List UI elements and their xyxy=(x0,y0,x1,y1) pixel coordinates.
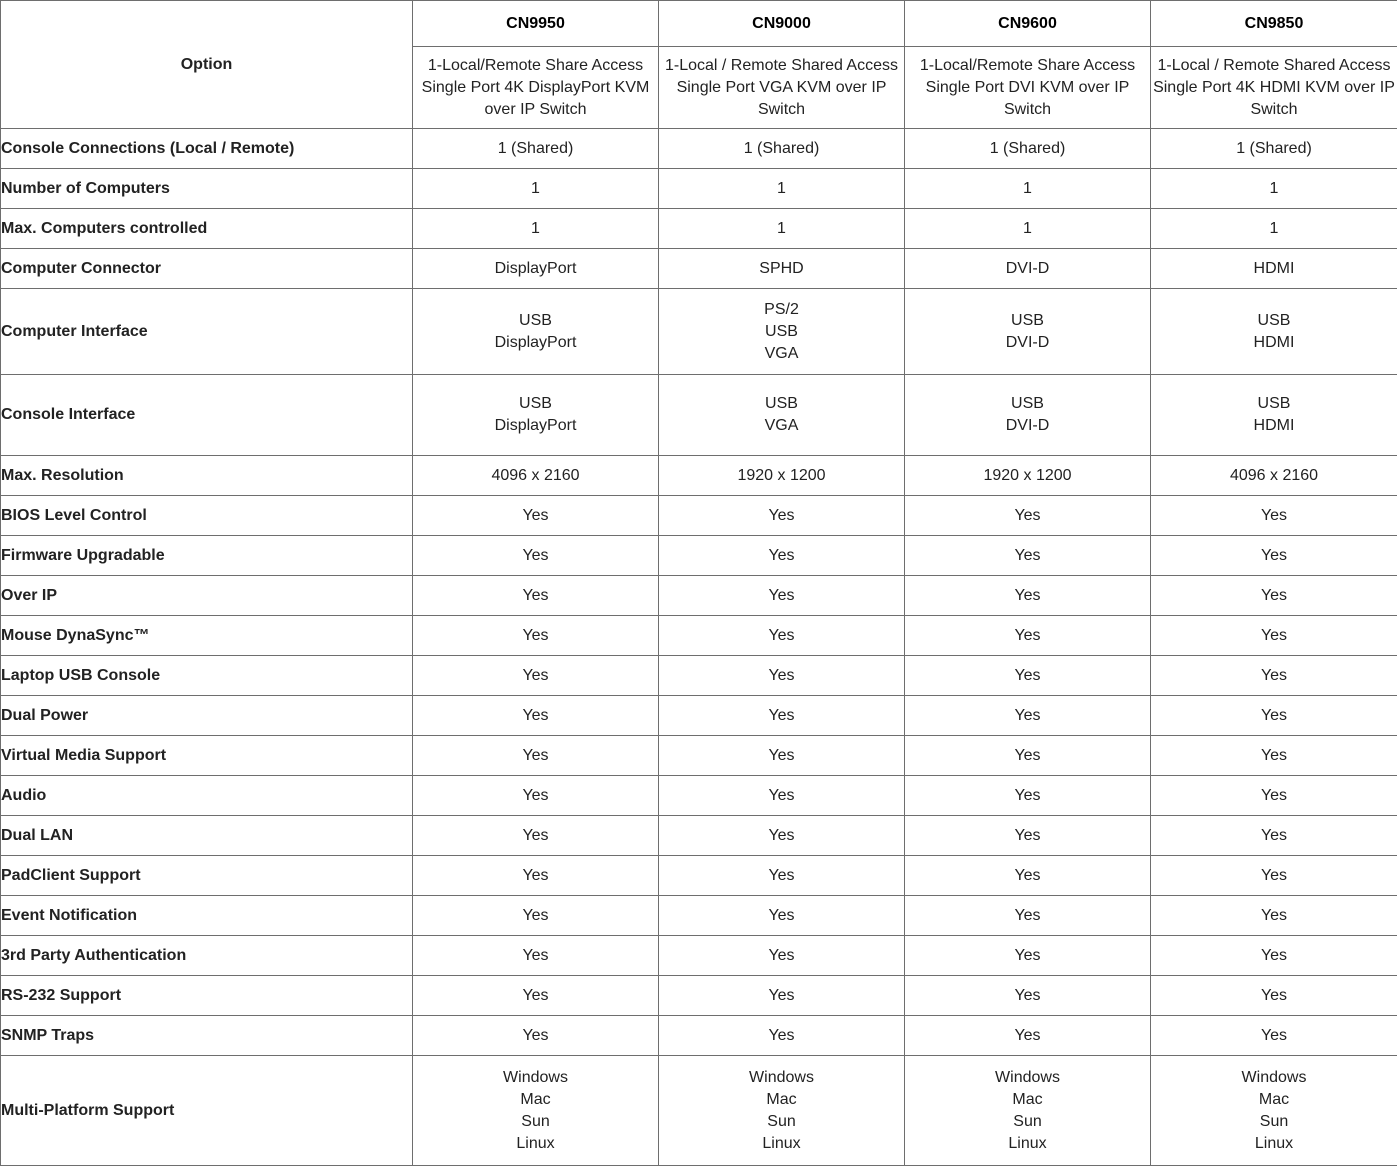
table-row xyxy=(1,616,1397,656)
cell-value: Yes xyxy=(522,866,549,884)
cell-value: Yes xyxy=(522,506,549,524)
table-row xyxy=(1,375,1397,456)
table-cell xyxy=(905,1056,1151,1166)
cell-value: Yes xyxy=(522,546,549,564)
table-cell xyxy=(1151,456,1397,496)
table-cell xyxy=(413,209,659,249)
cell-value: Yes xyxy=(1260,986,1288,1004)
table-cell xyxy=(659,576,905,616)
cell-value: Yes xyxy=(1014,1026,1041,1044)
cell-value: USB xyxy=(519,311,552,329)
cell-value: Mac xyxy=(1258,1090,1290,1108)
cell-value: Yes xyxy=(768,906,795,924)
cell-value: 1 xyxy=(531,179,540,197)
table-cell xyxy=(1151,976,1397,1016)
cell-value: Yes xyxy=(768,546,795,564)
table-cell xyxy=(659,976,905,1016)
product-description: 1-Local / Remote Shared Access Single Port VGA KVM over IP Switch xyxy=(659,47,905,129)
table-cell xyxy=(413,976,659,1016)
cell-value: Windows xyxy=(1241,1068,1307,1086)
table-cell xyxy=(659,169,905,209)
table-cell xyxy=(1151,1016,1397,1056)
cell-value: 1920 x 1200 xyxy=(737,466,826,484)
table-cell xyxy=(413,896,659,936)
cell-value: HDMI xyxy=(1253,259,1295,277)
cell-value: Yes xyxy=(522,706,549,724)
cell-value: Mac xyxy=(520,1090,551,1108)
row-label: BIOS Level Control xyxy=(1,496,413,536)
cell-value: Yes xyxy=(522,826,549,844)
table-cell xyxy=(905,696,1151,736)
table-cell xyxy=(413,576,659,616)
table-cell xyxy=(413,936,659,976)
cell-value: Yes xyxy=(522,626,549,644)
table-cell xyxy=(1151,375,1397,456)
table-cell xyxy=(659,696,905,736)
cell-value: 1 (Shared) xyxy=(743,139,820,157)
cell-value: USB xyxy=(1257,311,1291,329)
table-cell xyxy=(905,375,1151,456)
table-cell xyxy=(1151,129,1397,169)
cell-value: DisplayPort xyxy=(494,259,577,277)
table-row xyxy=(1,696,1397,736)
table-cell xyxy=(659,456,905,496)
model-header: CN9950 xyxy=(413,1,659,47)
cell-value: Yes xyxy=(1260,946,1288,964)
cell-value: Yes xyxy=(768,666,795,684)
table-row xyxy=(1,856,1397,896)
table-cell xyxy=(413,496,659,536)
row-label: SNMP Traps xyxy=(1,1016,413,1056)
cell-value: Yes xyxy=(1014,866,1041,884)
cell-value: HDMI xyxy=(1253,333,1295,351)
table-cell xyxy=(413,249,659,289)
cell-value: 1 (Shared) xyxy=(1236,139,1312,157)
table-cell xyxy=(659,536,905,576)
table-cell xyxy=(1151,616,1397,656)
table-cell xyxy=(659,375,905,456)
cell-value: Linux xyxy=(1008,1134,1047,1152)
table-cell xyxy=(659,736,905,776)
row-label: Audio xyxy=(1,776,413,816)
cell-value: Yes xyxy=(1260,666,1288,684)
table-cell xyxy=(1151,816,1397,856)
cell-value: USB xyxy=(1011,311,1044,329)
cell-value: 1920 x 1200 xyxy=(983,466,1072,484)
cell-value: 1 xyxy=(1269,179,1279,197)
cell-value: Yes xyxy=(522,946,549,964)
table-row xyxy=(1,656,1397,696)
cell-value: Sun xyxy=(1259,1112,1289,1130)
cell-value: USB xyxy=(519,395,552,412)
table-row xyxy=(1,896,1397,936)
table-cell xyxy=(413,736,659,776)
cell-value: Yes xyxy=(1014,506,1041,524)
table-header xyxy=(1,1,1397,129)
model-header: CN9850 xyxy=(1151,1,1397,47)
row-label: Console Interface xyxy=(1,375,413,456)
table-cell xyxy=(905,209,1151,249)
table-cell xyxy=(1151,936,1397,976)
table-cell xyxy=(1151,209,1397,249)
table-row xyxy=(1,1056,1397,1166)
cell-value: Yes xyxy=(768,506,795,524)
table-row xyxy=(1,576,1397,616)
cell-value: Yes xyxy=(522,906,549,924)
cell-value: Sun xyxy=(1013,1112,1042,1130)
option-header: Option xyxy=(1,1,413,129)
cell-value: Yes xyxy=(1014,546,1041,564)
cell-value: Mac xyxy=(766,1090,797,1108)
row-label: Number of Computers xyxy=(1,169,413,209)
cell-value: Yes xyxy=(1260,826,1288,844)
cell-value: Linux xyxy=(516,1134,555,1152)
table-cell xyxy=(1151,696,1397,736)
cell-value: PS/2 xyxy=(764,300,799,318)
table-cell xyxy=(659,896,905,936)
product-description: 1-Local/Remote Share Access Single Port DVI KVM over IP Switch xyxy=(905,47,1151,129)
table-row xyxy=(1,169,1397,209)
table-row xyxy=(1,209,1397,249)
row-label: Multi-Platform Support xyxy=(1,1056,413,1166)
table-cell xyxy=(905,249,1151,289)
cell-value: Yes xyxy=(1260,706,1288,724)
table-cell xyxy=(905,936,1151,976)
row-label: Virtual Media Support xyxy=(1,736,413,776)
table-row xyxy=(1,936,1397,976)
table-cell xyxy=(413,656,659,696)
cell-value: Yes xyxy=(1260,866,1288,884)
row-label: Computer Interface xyxy=(1,289,413,375)
cell-value: Yes xyxy=(768,746,795,764)
row-label: Max. Computers controlled xyxy=(1,209,413,249)
cell-value: Yes xyxy=(522,986,549,1004)
table-row xyxy=(1,816,1397,856)
cell-value: Windows xyxy=(749,1068,814,1086)
cell-value: USB xyxy=(765,322,798,340)
table-cell xyxy=(413,696,659,736)
cell-value: SPHD xyxy=(759,259,804,277)
table-cell xyxy=(905,976,1151,1016)
table-cell xyxy=(905,536,1151,576)
row-label: Mouse DynaSync™ xyxy=(1,616,413,656)
cell-value: Yes xyxy=(522,666,549,684)
table-row xyxy=(1,536,1397,576)
table-cell xyxy=(413,1016,659,1056)
cell-value: 4096 x 2160 xyxy=(491,466,580,484)
table-cell xyxy=(905,576,1151,616)
cell-value: 1 xyxy=(1023,179,1032,197)
table-cell xyxy=(659,249,905,289)
cell-value: Yes xyxy=(1014,586,1041,604)
table-cell xyxy=(905,776,1151,816)
table-cell xyxy=(413,375,659,456)
cell-value: USB xyxy=(1011,395,1044,412)
cell-value: Yes xyxy=(768,706,795,724)
model-header: CN9000 xyxy=(659,1,905,47)
product-description: 1-Local / Remote Shared Access Single Port 4K HDMI KVM over IP Switch xyxy=(1151,47,1397,129)
cell-value: Yes xyxy=(1260,546,1288,564)
table-cell xyxy=(1151,249,1397,289)
cell-value: VGA xyxy=(764,417,799,434)
cell-value: Yes xyxy=(522,786,549,804)
cell-value: Yes xyxy=(522,586,549,604)
row-label: RS-232 Support xyxy=(1,976,413,1016)
cell-value: Yes xyxy=(768,946,795,964)
cell-value: Yes xyxy=(1260,586,1288,604)
cell-value: Yes xyxy=(1260,626,1288,644)
cell-value: 1 (Shared) xyxy=(989,139,1066,157)
table-cell xyxy=(1151,896,1397,936)
table-body xyxy=(1,129,1397,1166)
cell-value: Yes xyxy=(1014,946,1041,964)
cell-value: 1 xyxy=(777,179,786,197)
cell-value: 1 xyxy=(1023,219,1032,237)
table-cell xyxy=(1151,856,1397,896)
cell-value: Yes xyxy=(768,866,795,884)
table-cell xyxy=(659,656,905,696)
cell-value: VGA xyxy=(764,344,799,362)
cell-value: Yes xyxy=(768,786,795,804)
cell-value: Sun xyxy=(521,1112,550,1130)
cell-value: Yes xyxy=(1014,826,1041,844)
table-cell xyxy=(659,856,905,896)
cell-value: Yes xyxy=(768,826,795,844)
table-row xyxy=(1,736,1397,776)
cell-value: DVI-D xyxy=(1005,417,1050,434)
table-cell xyxy=(905,1016,1151,1056)
row-label: Laptop USB Console xyxy=(1,656,413,696)
table-cell xyxy=(1151,656,1397,696)
table-cell xyxy=(905,856,1151,896)
cell-value: Windows xyxy=(503,1068,568,1086)
table-cell xyxy=(1151,496,1397,536)
row-label: Max. Resolution xyxy=(1,456,413,496)
table-cell xyxy=(905,616,1151,656)
cell-value: Yes xyxy=(768,586,795,604)
table-cell xyxy=(659,129,905,169)
cell-value: HDMI xyxy=(1253,417,1295,434)
table-cell xyxy=(905,656,1151,696)
cell-value: Linux xyxy=(762,1134,801,1152)
cell-value: Yes xyxy=(768,626,795,644)
cell-value: 1 xyxy=(1269,219,1279,237)
table-cell xyxy=(413,616,659,656)
row-label: PadClient Support xyxy=(1,856,413,896)
table-cell xyxy=(905,496,1151,536)
table-cell xyxy=(905,736,1151,776)
table-cell xyxy=(1151,536,1397,576)
cell-value: Yes xyxy=(1014,906,1041,924)
cell-value: Linux xyxy=(1254,1134,1294,1152)
table-cell xyxy=(905,456,1151,496)
table-cell xyxy=(1151,1056,1397,1166)
table-cell xyxy=(1151,289,1397,375)
table-cell xyxy=(1151,576,1397,616)
cell-value: Yes xyxy=(1260,1026,1288,1044)
row-label: Over IP xyxy=(1,576,413,616)
cell-value: Yes xyxy=(1260,906,1288,924)
table-row xyxy=(1,456,1397,496)
cell-value: Yes xyxy=(1014,786,1041,804)
row-label: Dual Power xyxy=(1,696,413,736)
table-cell xyxy=(413,289,659,375)
row-label: Dual LAN xyxy=(1,816,413,856)
table-row xyxy=(1,976,1397,1016)
table-cell xyxy=(905,289,1151,375)
cell-value: USB xyxy=(765,395,798,412)
table-cell xyxy=(413,776,659,816)
table-cell xyxy=(659,496,905,536)
cell-value: Yes xyxy=(768,986,795,1004)
cell-value: Yes xyxy=(1014,746,1041,764)
cell-value: Yes xyxy=(1260,746,1288,764)
model-header: CN9600 xyxy=(905,1,1151,47)
cell-value: 4096 x 2160 xyxy=(1229,466,1319,484)
table-cell xyxy=(659,289,905,375)
cell-value: Yes xyxy=(522,746,549,764)
table-cell xyxy=(1151,169,1397,209)
table-cell xyxy=(659,209,905,249)
table-cell xyxy=(413,129,659,169)
table-cell xyxy=(659,1016,905,1056)
cell-value: DisplayPort xyxy=(494,333,577,351)
table-cell xyxy=(905,169,1151,209)
table-cell xyxy=(905,816,1151,856)
row-label: Console Connections (Local / Remote) xyxy=(1,129,413,169)
table-row xyxy=(1,129,1397,169)
table-cell xyxy=(659,816,905,856)
cell-value: 1 (Shared) xyxy=(497,139,574,157)
table-cell xyxy=(659,1056,905,1166)
model-row xyxy=(1,1,1397,47)
table-cell xyxy=(1151,776,1397,816)
table-cell xyxy=(413,816,659,856)
cell-value: DisplayPort xyxy=(494,417,577,434)
cell-value: 1 xyxy=(777,219,786,237)
cell-value: Yes xyxy=(1014,626,1041,644)
table-cell xyxy=(413,856,659,896)
cell-value: Yes xyxy=(1014,986,1041,1004)
table-cell xyxy=(413,1056,659,1166)
table-row xyxy=(1,1016,1397,1056)
cell-value: Windows xyxy=(995,1068,1060,1086)
table-row xyxy=(1,776,1397,816)
table-cell xyxy=(659,776,905,816)
table-cell xyxy=(659,936,905,976)
cell-value: 1 xyxy=(531,219,540,237)
cell-value: Yes xyxy=(1260,506,1288,524)
row-label: Computer Connector xyxy=(1,249,413,289)
cell-value: Yes xyxy=(768,1026,795,1044)
table-cell xyxy=(413,169,659,209)
product-description: 1-Local/Remote Share Access Single Port 4K DisplayPort KVM over IP Switch xyxy=(413,47,659,129)
table-row xyxy=(1,249,1397,289)
row-label: Event Notification xyxy=(1,896,413,936)
cell-value: Sun xyxy=(767,1112,796,1130)
row-label: Firmware Upgradable xyxy=(1,536,413,576)
row-label: 3rd Party Authentication xyxy=(1,936,413,976)
table-row xyxy=(1,289,1397,375)
table-cell xyxy=(905,896,1151,936)
cell-value: Yes xyxy=(522,1026,549,1044)
cell-value: DVI-D xyxy=(1005,333,1050,351)
cell-value: Mac xyxy=(1012,1090,1043,1108)
cell-value: DVI-D xyxy=(1005,259,1050,277)
cell-value: USB xyxy=(1257,395,1291,412)
table-cell xyxy=(413,456,659,496)
cell-value: Yes xyxy=(1014,706,1041,724)
table-cell xyxy=(905,129,1151,169)
table-row xyxy=(1,496,1397,536)
cell-value: Yes xyxy=(1260,786,1288,804)
table-cell xyxy=(413,536,659,576)
table-cell xyxy=(659,616,905,656)
cell-value: Yes xyxy=(1014,666,1041,684)
table-cell xyxy=(1151,736,1397,776)
